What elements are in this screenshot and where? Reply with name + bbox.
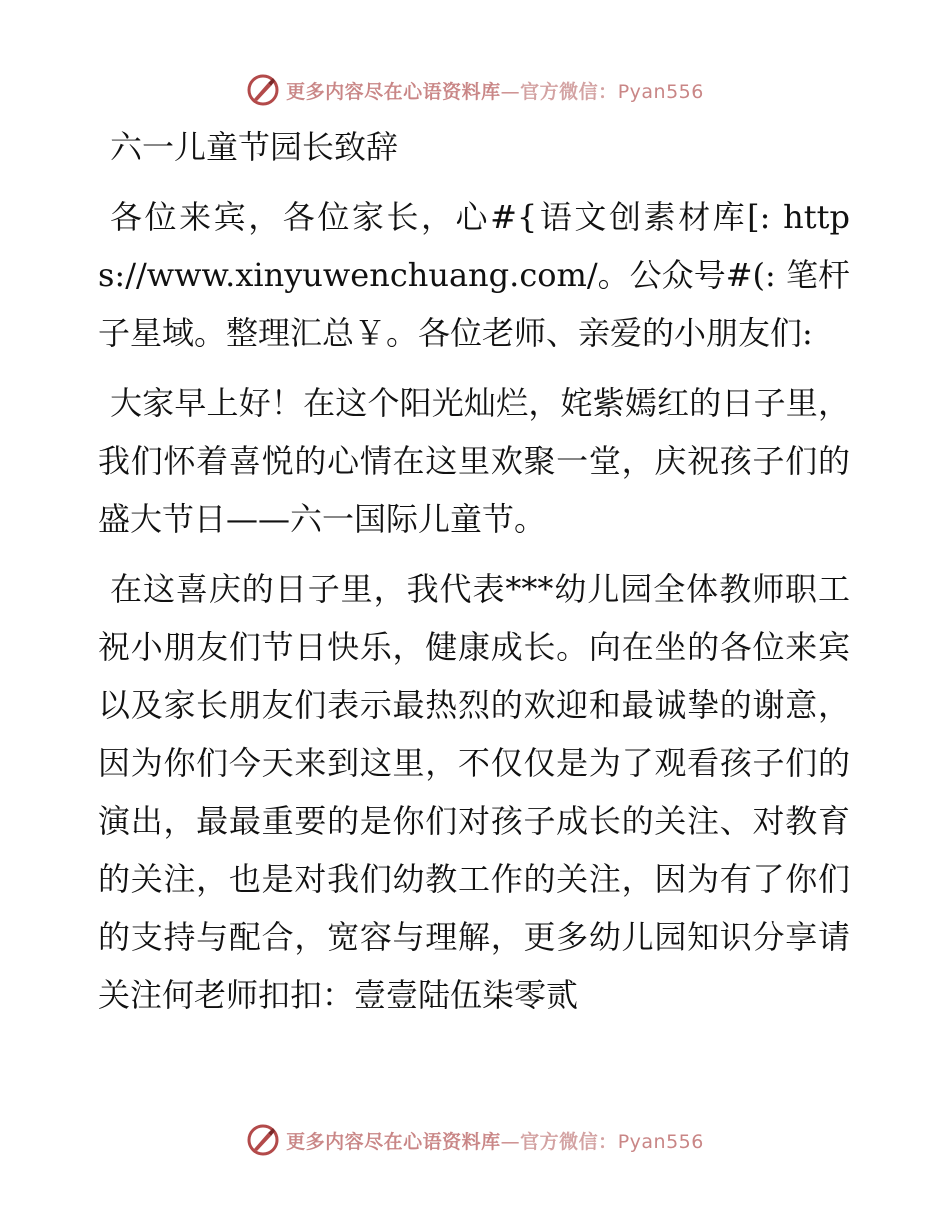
banner-text (286, 1127, 704, 1154)
quill-logo-icon (246, 73, 280, 107)
quill-logo-icon (246, 1123, 280, 1157)
banner-wechat-id: Pyan556 (617, 80, 704, 103)
banner-contact-label: 官方微信： (520, 80, 618, 103)
banner-contact-label: 官方微信： (520, 1130, 618, 1153)
paragraph-thanks: 在这喜庆的日子里，我代表***幼儿园全体教师职工祝小朋友们节日快乐，健康成长。向在坐的各位来宾以及家长朋友们表示最热烈的欢迎和最诚挚的谢意，因为你们今天来到这里，不仅仅是为了观看孩子们的演出，最最重要的是你们对孩子成长的关注、对教育的关注，也是对我们幼教工作的关注，因为有了你们的支持与配合，宽容与理解，更多幼儿园知识分享请关注何老师扣扣：壹壹陆伍柒零贰 (98, 570, 850, 1014)
paragraph-greeting: 各位来宾，各位家长，心#{语文创素材库[: https://www.xinyuwenchuang.com/。公众号#(: 笔杆子星域。整理汇总￥。各位老师、亲爱的小朋友们: (98, 198, 850, 352)
banner-main-text: 更多内容尽在心语资料库 (286, 80, 501, 103)
paragraph-opening: 大家早上好！在这个阳光灿烂，姹紫嫣红的日子里，我们怀着喜悦的心情在这里欢聚一堂，庆祝孩子们的盛大节日——六一国际儿童节。 (98, 384, 850, 538)
banner-text (286, 77, 704, 104)
footer-banner (0, 1120, 950, 1160)
document-body (98, 124, 850, 1036)
header-banner (0, 70, 950, 110)
banner-dash: — (500, 80, 521, 103)
banner-dash: — (500, 1130, 521, 1153)
banner-main-text: 更多内容尽在心语资料库 (286, 1130, 501, 1153)
banner-wechat-id: Pyan556 (617, 1130, 704, 1153)
document-title: 六一儿童节园长致辞 (110, 128, 399, 166)
